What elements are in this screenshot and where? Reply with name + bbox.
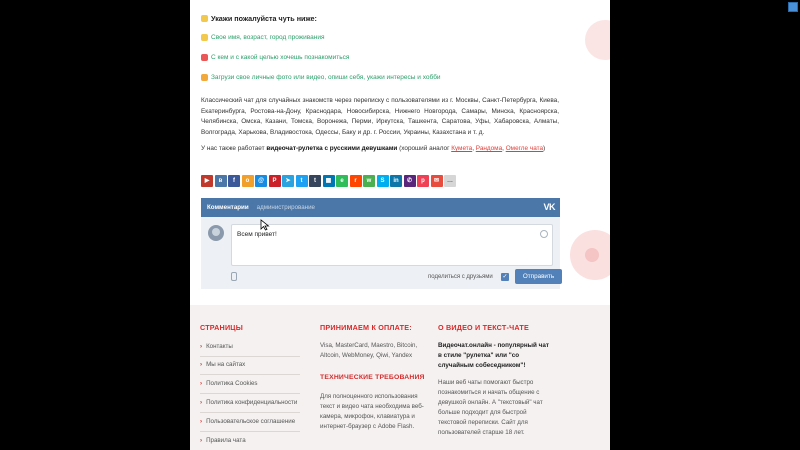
window-corner-icon[interactable] — [788, 2, 798, 12]
attach-icon[interactable] — [231, 272, 237, 281]
divider — [200, 356, 300, 357]
share-tumblr-button[interactable] — [309, 175, 321, 187]
twitter-icon: t — [300, 178, 303, 184]
vk-logo-icon[interactable]: VK — [543, 202, 555, 212]
list-item-text: С кем и с какой целью хочешь познакомиться — [211, 54, 350, 61]
share-reddit-button[interactable] — [350, 175, 362, 187]
share-skype-button[interactable] — [377, 175, 389, 187]
footer-tech-title: ТЕХНИЧЕСКИЕ ТРЕБОВАНИЯ — [320, 374, 425, 381]
also-paragraph — [201, 145, 601, 152]
evernote-icon: e — [340, 178, 344, 184]
intro-paragraph: Классический чат для случайных знакомств через переписку с пользователями из г. Москвы, Санкт-Петербурга, Киева, Екатеринбурга, Ростова-на-Дону, Краснодара, Новосибирска, Нижнего Новгорода, Самары, Минска, Красноярска, Челябинска, Омска, Казани, Томска, Воронежа, Перми, Иркутска, Ташкента, Саратова, Уфы, Хабаровска, Алматы, Волгограда, Харькова, Владивостока, Одессы, Баку и др. г. России, Украины, Казахстана и т. д. — [201, 97, 559, 136]
footer-link-rules[interactable]: › Правила чата — [200, 437, 246, 444]
list-item — [201, 34, 325, 41]
link-omegle[interactable]: Омегле чата — [505, 145, 544, 152]
vk-icon: ▶ — [204, 178, 210, 184]
smile-icon — [201, 74, 208, 81]
comment-input-text: Всем привет! — [237, 231, 277, 238]
telegram-icon: ➤ — [285, 178, 291, 184]
ask-heading-text: Укажи пожалуйста чуть ниже: — [211, 14, 317, 23]
avatar — [208, 225, 224, 241]
share-with-friends-label: поделиться с друзьями — [428, 274, 493, 280]
mouse-cursor-icon — [260, 219, 270, 231]
also-suffix: ) — [543, 145, 546, 152]
also-bold: видеочат-рулетка с русскими девушками — [266, 145, 398, 152]
facebook-icon: f — [233, 178, 235, 184]
share-with-friends-checkbox[interactable] — [501, 273, 509, 281]
share-pinterest-button[interactable] — [269, 175, 281, 187]
skype-icon: S — [380, 178, 385, 184]
share-vkontakte-button[interactable] — [215, 175, 227, 187]
link-kumeta[interactable]: Кумета — [451, 145, 473, 152]
footer-link-cookies[interactable]: › Политика Cookies — [200, 380, 258, 387]
share-moi-mir-button[interactable] — [255, 175, 267, 187]
share-facebook-button[interactable] — [228, 175, 240, 187]
emoji-icon[interactable] — [540, 230, 548, 238]
linkedin-icon: in — [393, 178, 399, 184]
also-sep: , — [502, 145, 506, 152]
check-icon: ✓ — [502, 274, 508, 280]
moi-mir-icon: @ — [258, 178, 264, 184]
share-email-button[interactable] — [431, 175, 443, 187]
tab-admin[interactable]: администрирование — [256, 204, 315, 211]
more-icon: … — [447, 178, 453, 184]
footer-pages-title: СТРАНИЦЫ — [200, 323, 243, 332]
share-pocket-button[interactable] — [417, 175, 429, 187]
share-telegram-button[interactable] — [282, 175, 294, 187]
site-footer — [190, 305, 610, 450]
also-middle: (хороший аналог — [397, 145, 452, 152]
couple-icon — [201, 54, 208, 61]
divider — [200, 393, 300, 394]
reddit-icon: r — [354, 178, 357, 184]
decor-circle-small — [585, 248, 599, 262]
vk-comments-header — [201, 198, 560, 217]
browser-viewport — [190, 0, 610, 450]
share-wechat-button[interactable] — [363, 175, 375, 187]
link-random[interactable]: Рандома — [475, 145, 503, 152]
ask-heading — [201, 14, 317, 23]
point-icon — [201, 15, 208, 22]
wechat-icon: w — [366, 178, 372, 184]
share-odnoklassniki-button[interactable] — [242, 175, 254, 187]
share-linkedin-alt-button[interactable] — [323, 175, 335, 187]
share-viber-button[interactable] — [404, 175, 416, 187]
vkontakte-icon: в — [218, 178, 223, 184]
footer-link-privacy[interactable]: › Политика конфиденциальности — [200, 399, 297, 406]
pocket-icon: p — [421, 178, 425, 184]
tumblr-icon: t — [314, 178, 316, 184]
also-sep: , — [472, 145, 476, 152]
linkedin-alt-icon: ▦ — [325, 178, 332, 184]
chat-description-section — [190, 0, 610, 305]
list-item — [201, 54, 349, 61]
share-more-button[interactable] — [444, 175, 456, 187]
share-bar — [201, 175, 456, 187]
divider — [200, 412, 300, 413]
list-item-text: Загрузи свое личные фото или видео, опиши себя, укажи интересы и хобби — [211, 74, 441, 81]
footer-about-text: Наши веб чаты помогают быстро познакомиться и начать общение с девушкой онлайн. А "текстовый" чат больше подходит для быстрой текстовой переписки. Сайт для пользователей старше 18 лет. — [438, 379, 543, 436]
footer-tech-text: Для полноценного использования текст и видео чата необходима веб-камера, микрофон, клавиатура и интернет-браузер с Adobe Flash. — [320, 393, 424, 430]
footer-payment-text: Visa, MasterCard, Maestro, Bitcoin, Altcoin, WebMoney, Qiwi, Yandex — [320, 342, 418, 359]
footer-link-terms[interactable]: › Пользовательское соглашение — [200, 418, 295, 425]
decor-circle-top — [585, 20, 610, 60]
footer-payment-title: ПРИНИМАЕМ К ОПЛАТЕ: — [320, 323, 412, 332]
viber-icon: ✆ — [406, 178, 413, 184]
odnoklassniki-icon: о — [245, 178, 250, 184]
share-vk-button[interactable] — [201, 175, 213, 187]
send-button[interactable]: Отправить — [515, 269, 562, 284]
list-item-text: Свое имя, возраст, город проживания — [211, 34, 325, 41]
share-evernote-button[interactable] — [336, 175, 348, 187]
footer-link-contacts[interactable]: › Контакты — [200, 343, 233, 350]
person-icon — [201, 34, 208, 41]
divider — [200, 431, 300, 432]
divider — [200, 374, 300, 375]
pinterest-icon: P — [272, 178, 277, 184]
email-icon: ✉ — [433, 178, 440, 184]
vk-comment-form — [201, 217, 560, 289]
list-item — [201, 74, 441, 81]
comment-input[interactable] — [231, 224, 553, 266]
share-linkedin-button[interactable] — [390, 175, 402, 187]
also-prefix: У нас также работает — [201, 145, 267, 152]
footer-about-title: О ВИДЕО И ТЕКСТ-ЧАТЕ — [438, 323, 529, 332]
tab-comments[interactable]: Комментарии — [207, 204, 249, 211]
footer-about-bold: Видеочат.онлайн - популярный чат в стиле "рулетка" или "со случайным собеседником"! — [438, 342, 549, 369]
share-twitter-button[interactable] — [296, 175, 308, 187]
footer-link-sites[interactable]: › Мы на сайтах — [200, 361, 245, 368]
